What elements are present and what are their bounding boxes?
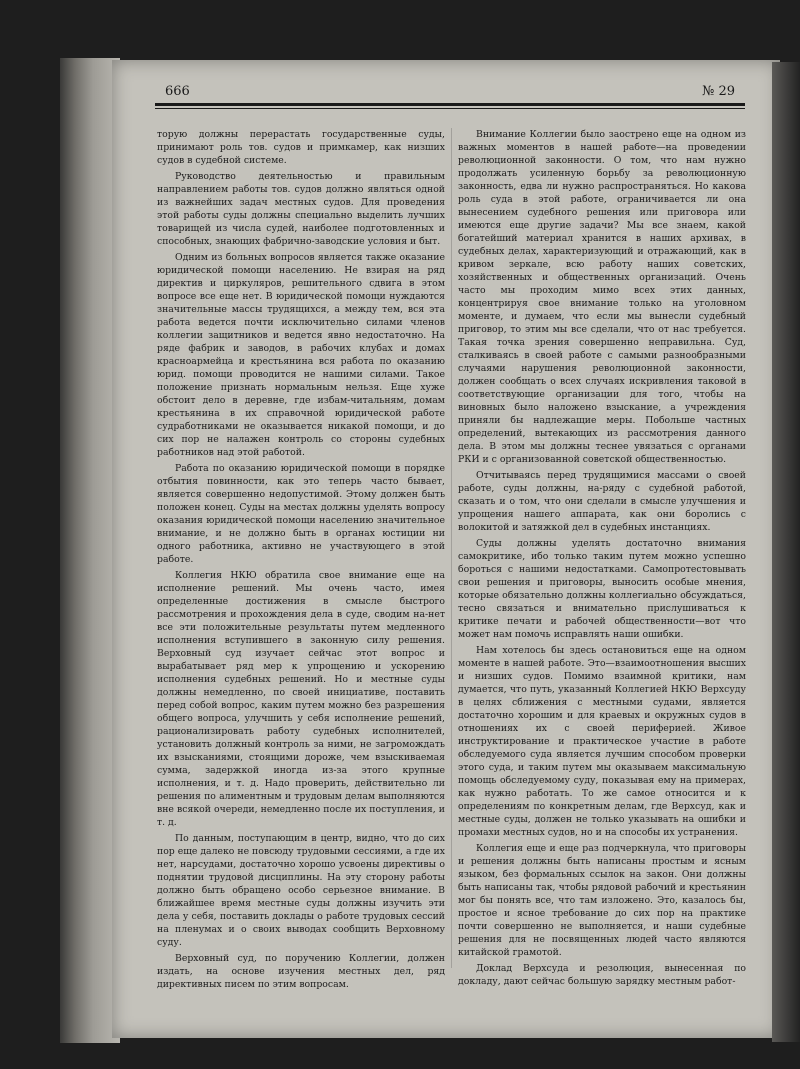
paragraph: Коллегия еще и еще раз подчеркнула, что приговоры и решения должны быть написаны простым и ясным языком, без формальных ссылок на закон. Они должны быть написаны так, чтобы рядовой рабочий и крестьянин мог бы понять все, что там изложено. Это, казалось бы, простое и ясное требование до сих пор на практике почти совершенно не выполняется, и наши судебные решения для не посвященных людей часто являются китайской грамотой. [458, 843, 746, 958]
page-edge-shadow [772, 62, 800, 1042]
paragraph: торую должны перерастать государственные суды, принимают роль тов. судов и примкамер, как низших судов в судебной системе. [157, 129, 445, 166]
right-column [458, 128, 746, 987]
paragraph: Работа по оказанию юридической помощи в порядке отбытия повинности, как это теперь часто бывает, является совершенно недопустимой. Этому должен быть положен конец. Суды на местах должны уделять вопросу оказания юридической помощи населению значительное внимание, и не должно быть в органах юстиции ни одного работника, активно не участвующего в этой работе. [157, 463, 445, 565]
header-rule-thin [155, 108, 745, 109]
paragraph: Руководство деятельностью и правильным направлением работы тов. судов должно являться одной из важнейших задач местных судов. Для проведения этой работы суды должны специально выделить лучших товарищей из числа судей, наиболее подготовленных и способных, знающих фабрично-заводские условия и быт. [157, 171, 445, 247]
paragraph: Отчитываясь перед трудящимися массами о своей работе, суды должны, на-ряду с судебной работой, сказать и о том, что они сделали в смысле улучшения и упрощения нашего аппарата, как они боролись с волокитой и затяжкой дел в судебных инстанциях. [458, 470, 746, 533]
paragraph: Доклад Верхсуда и резолюция, вынесенная по докладу, дают сейчас большую зарядку местным работ- [458, 963, 746, 987]
column-divider [451, 128, 452, 968]
paragraph: По данным, поступающим в центр, видно, что до сих пор еще далеко не повсюду трудовыми сессиями, а где их нет, нарсудами, достаточно хорошо усвоены директивы о поднятии трудовой дисциплины. На эту сторону работы должно быть обращено особо серьезное внимание. В ближайшее время местные суды должны изучить эти дела у себя, поставить доклады о работе трудовых сессий на пленумах и о своих выводах сообщить Верховному суду. [157, 833, 445, 948]
paragraph: Суды должны уделять достаточно внимания самокритике, ибо только таким путем можно успешно бороться с нашими недостатками. Самопротестовывать свои решения и приговоры, выносить особые мнения, которые обязательно должны коллегиально обсуждаться, тесно связаться и внимательно прислушиваться к критике печати и рабочей общественности—вот что может нам помочь исправлять наши ошибки. [458, 538, 746, 640]
page-number: 666 [165, 84, 190, 99]
left-column [157, 128, 445, 990]
paragraph: Внимание Коллегии было заострено еще на одном из важных моментов в нашей работе—на проведении революционной законности. О том, что нам нужно продолжать усиленную борьбу за революционную законность, едва ли нужно распространяться. Но какова роль суда в этой работе, ограничивается ли она вынесением судебного решения или приговора или имеются еще другие задачи? Мы все знаем, какой богатейший материал хранится в наших архивах, в судебных делах, характеризующий и отражающий, как в кривом зеркале, всю работу наших советских, хозяйственных и общественных организаций. Очень часто мы проходим мимо всех этих данных, концентрируя свое внимание только на уголовном моменте, и думаем, что если мы вынесли судебный приговор, то этим мы все сделали, что от нас требуется. Такая точка зрения совершенно неправильна. Суд, сталкиваясь в своей работе с самыми разнообразными случаями нарушения революционной законности, должен сообщать о всех случаях искривления таковой в соответствующие организации для того, чтобы на виновных было наложено взыскание, а учреждения приняли бы надлежащие меры. Побольше частных определений, вытекающих из рассмотрения данного дела. В этом мы должны теснее увязаться с органами РКИ и с организованной советской общественностью. [458, 129, 746, 465]
paragraph: Одним из больных вопросов является также оказание юридической помощи населению. Не взирая на ряд директив и циркуляров, решительного сдвига в этом вопросе все еще нет. В юридической помощи нуждаются значительные массы трудящихся, а между тем, вся эта работа ведется почти исключительно силами членов коллегии защитников и ведется явно недостаточно. На ряде фабрик и заводов, в рабочих клубах и домах красноармейца и крестьянина вся работа по оказанию юрид. помощи проводится не нашими силами. Такое положение признать нормальным нельзя. Еще хуже обстоит дело в деревне, где избам-читальням, домам крестьянина в их справочной юридической работе судработниками не оказывается никакой помощи, и до сих пор не налажен контроль со стороны судебных работников над этой работой. [157, 252, 445, 458]
paragraph: Нам хотелось бы здесь остановиться еще на одном моменте в нашей работе. Это—взаимоотношения высших и низших судов. Помимо взаимной критики, нам думается, что путь, указанный Коллегией НКЮ Верхсуду в целях сближения с местными судами, является достаточно хорошим и для краевых и окружных судов в отношениях их с своей периферией. Живое инструктирование и практическое участие в работе обследуемого суда является лучшим способом проверки этого суда, и таким путем мы оказываем максимальную помощь обследуемому суду, показывая ему на примерах, как нужно работать. То же самое относится и к определениям по конкретным делам, где Верхсуд, как и местные суды, должен не только указывать на ошибки и промахи местных судов, но и на способы их устранения. [458, 645, 746, 838]
paragraph: Коллегия НКЮ обратила свое внимание еще на исполнение решений. Мы очень часто, имея определенные достижения в смысле быстрого рассмотрения и прохождения дела в суде, сводим на-нет все эти положительные результаты путем медленного исполнения вступившего в законную силу решения. Верховный суд изучает сейчас этот вопрос и вырабатывает ряд мер к упрощению и ускорению исполнения судебных решений. Но и местные суды должны немедленно, по своей инициативе, поставить перед собой вопрос, каким путем можно без разрешения общего вопроса, улучшить у себя исполнение решений, рационализировать работу судебных исполнителей, установить должный контроль за ними, не загромождать их взысканиями, стоящими дороже, чем взыскиваемая сумма, задержкой иногда из-за этого крупные исполнения, и т. д. Надо проверить, действительно ли решения по алиментным и трудовым делам выполняются вне всякой очереди, немедленно после их поступления, и т. д. [157, 570, 445, 828]
book-binding [60, 58, 120, 1043]
issue-number: № 29 [702, 84, 735, 99]
header-rule-thick [155, 103, 745, 106]
paragraph: Верховный суд, по поручению Коллегии, должен издать, на основе изучения местных дел, ряд директивных писем по этим вопросам. [157, 953, 445, 990]
page-header [155, 84, 745, 104]
